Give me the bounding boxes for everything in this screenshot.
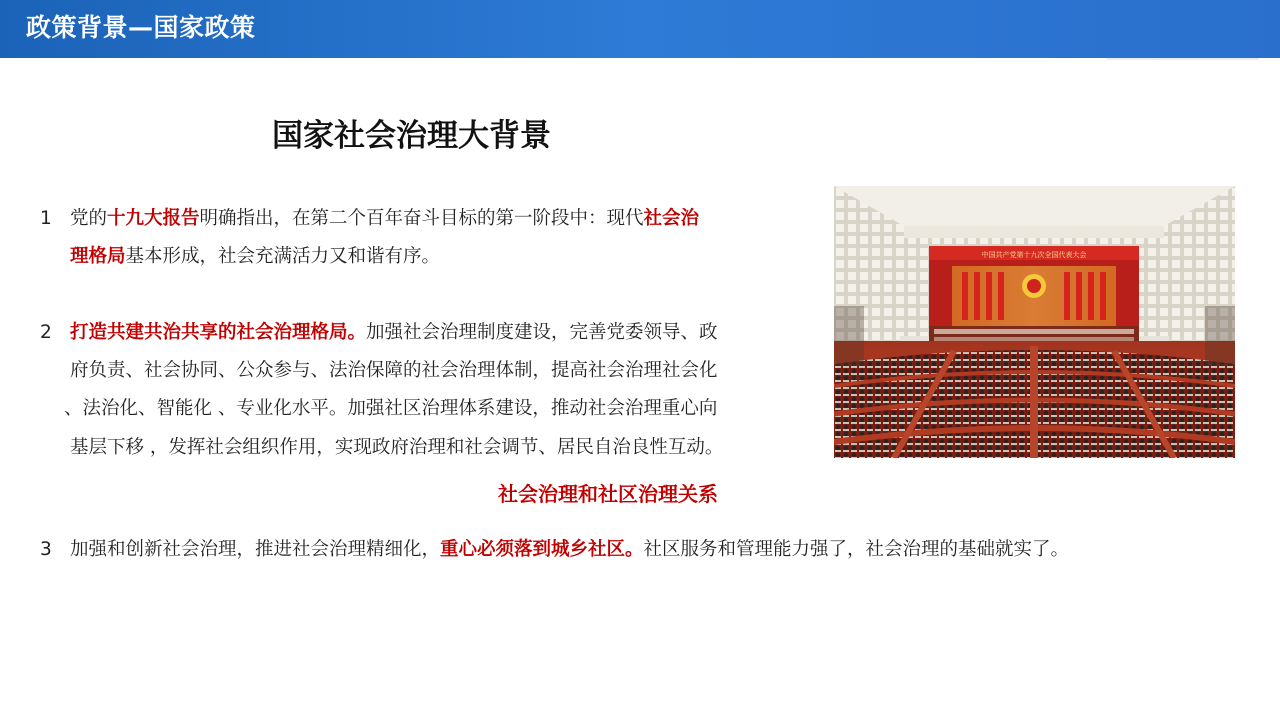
item-2-line-4: 基层下移 ，发挥社会组织作用，实现政府治理和社会调节、居民自治良性互动。 bbox=[70, 437, 724, 458]
stage-banner-text: 中国共产党第十九次全国代表大会 bbox=[981, 251, 1087, 259]
item-3-line-1 bbox=[70, 533, 1069, 567]
item-1-highlight-governance-a: 社会治 bbox=[643, 208, 700, 229]
congress-hall-photo bbox=[834, 186, 1235, 458]
item-2-line-3: 、法治化、智能化 、专业化水平。加强社区治理体系建设，推动社会治理重心向 bbox=[64, 398, 718, 419]
item-1-highlight-report: 十九大报告 bbox=[107, 208, 200, 229]
page-title: 国家社会治理大背景 bbox=[272, 118, 551, 154]
item-1-number: 1 bbox=[40, 208, 52, 229]
item-1-line-2 bbox=[70, 240, 440, 274]
item-3-number: 3 bbox=[40, 539, 52, 560]
item-2-number: 2 bbox=[40, 322, 52, 343]
header-bar bbox=[0, 0, 1280, 58]
item-3-text-a: 加强和创新社会治理，推进社会治理精细化， bbox=[70, 539, 441, 560]
item-3-text-b: 社区服务和管理能力强了，社会治理的基础就实了。 bbox=[643, 539, 1070, 560]
item-1-line-1 bbox=[70, 202, 699, 236]
section-subtitle: 社会治理和社区治理关系 bbox=[498, 482, 718, 506]
item-2-line-1 bbox=[70, 316, 718, 350]
header-divider bbox=[1107, 58, 1259, 60]
item-1-text-a: 党的 bbox=[70, 208, 108, 229]
item-1-text-c: 基本形成，社会充满活力又和谐有序。 bbox=[125, 246, 441, 267]
item-2-line-2: 府负责、社会协同、公众参与、法治保障的社会治理体制，提高社会治理社会化 bbox=[70, 360, 718, 381]
item-3-highlight: 重心必须落到城乡社区。 bbox=[440, 539, 644, 560]
header-title: 政策背景—国家政策 bbox=[26, 13, 256, 42]
item-2-text-a: 加强社会治理制度建设，完善党委领导、政 bbox=[366, 322, 718, 343]
item-1-highlight-governance-b: 理格局 bbox=[70, 246, 126, 267]
item-2-highlight: 打造共建共治共享的社会治理格局。 bbox=[70, 322, 367, 343]
item-1-text-b: 明确指出，在第二个百年奋斗目标的第一阶段中：现代 bbox=[199, 208, 644, 229]
